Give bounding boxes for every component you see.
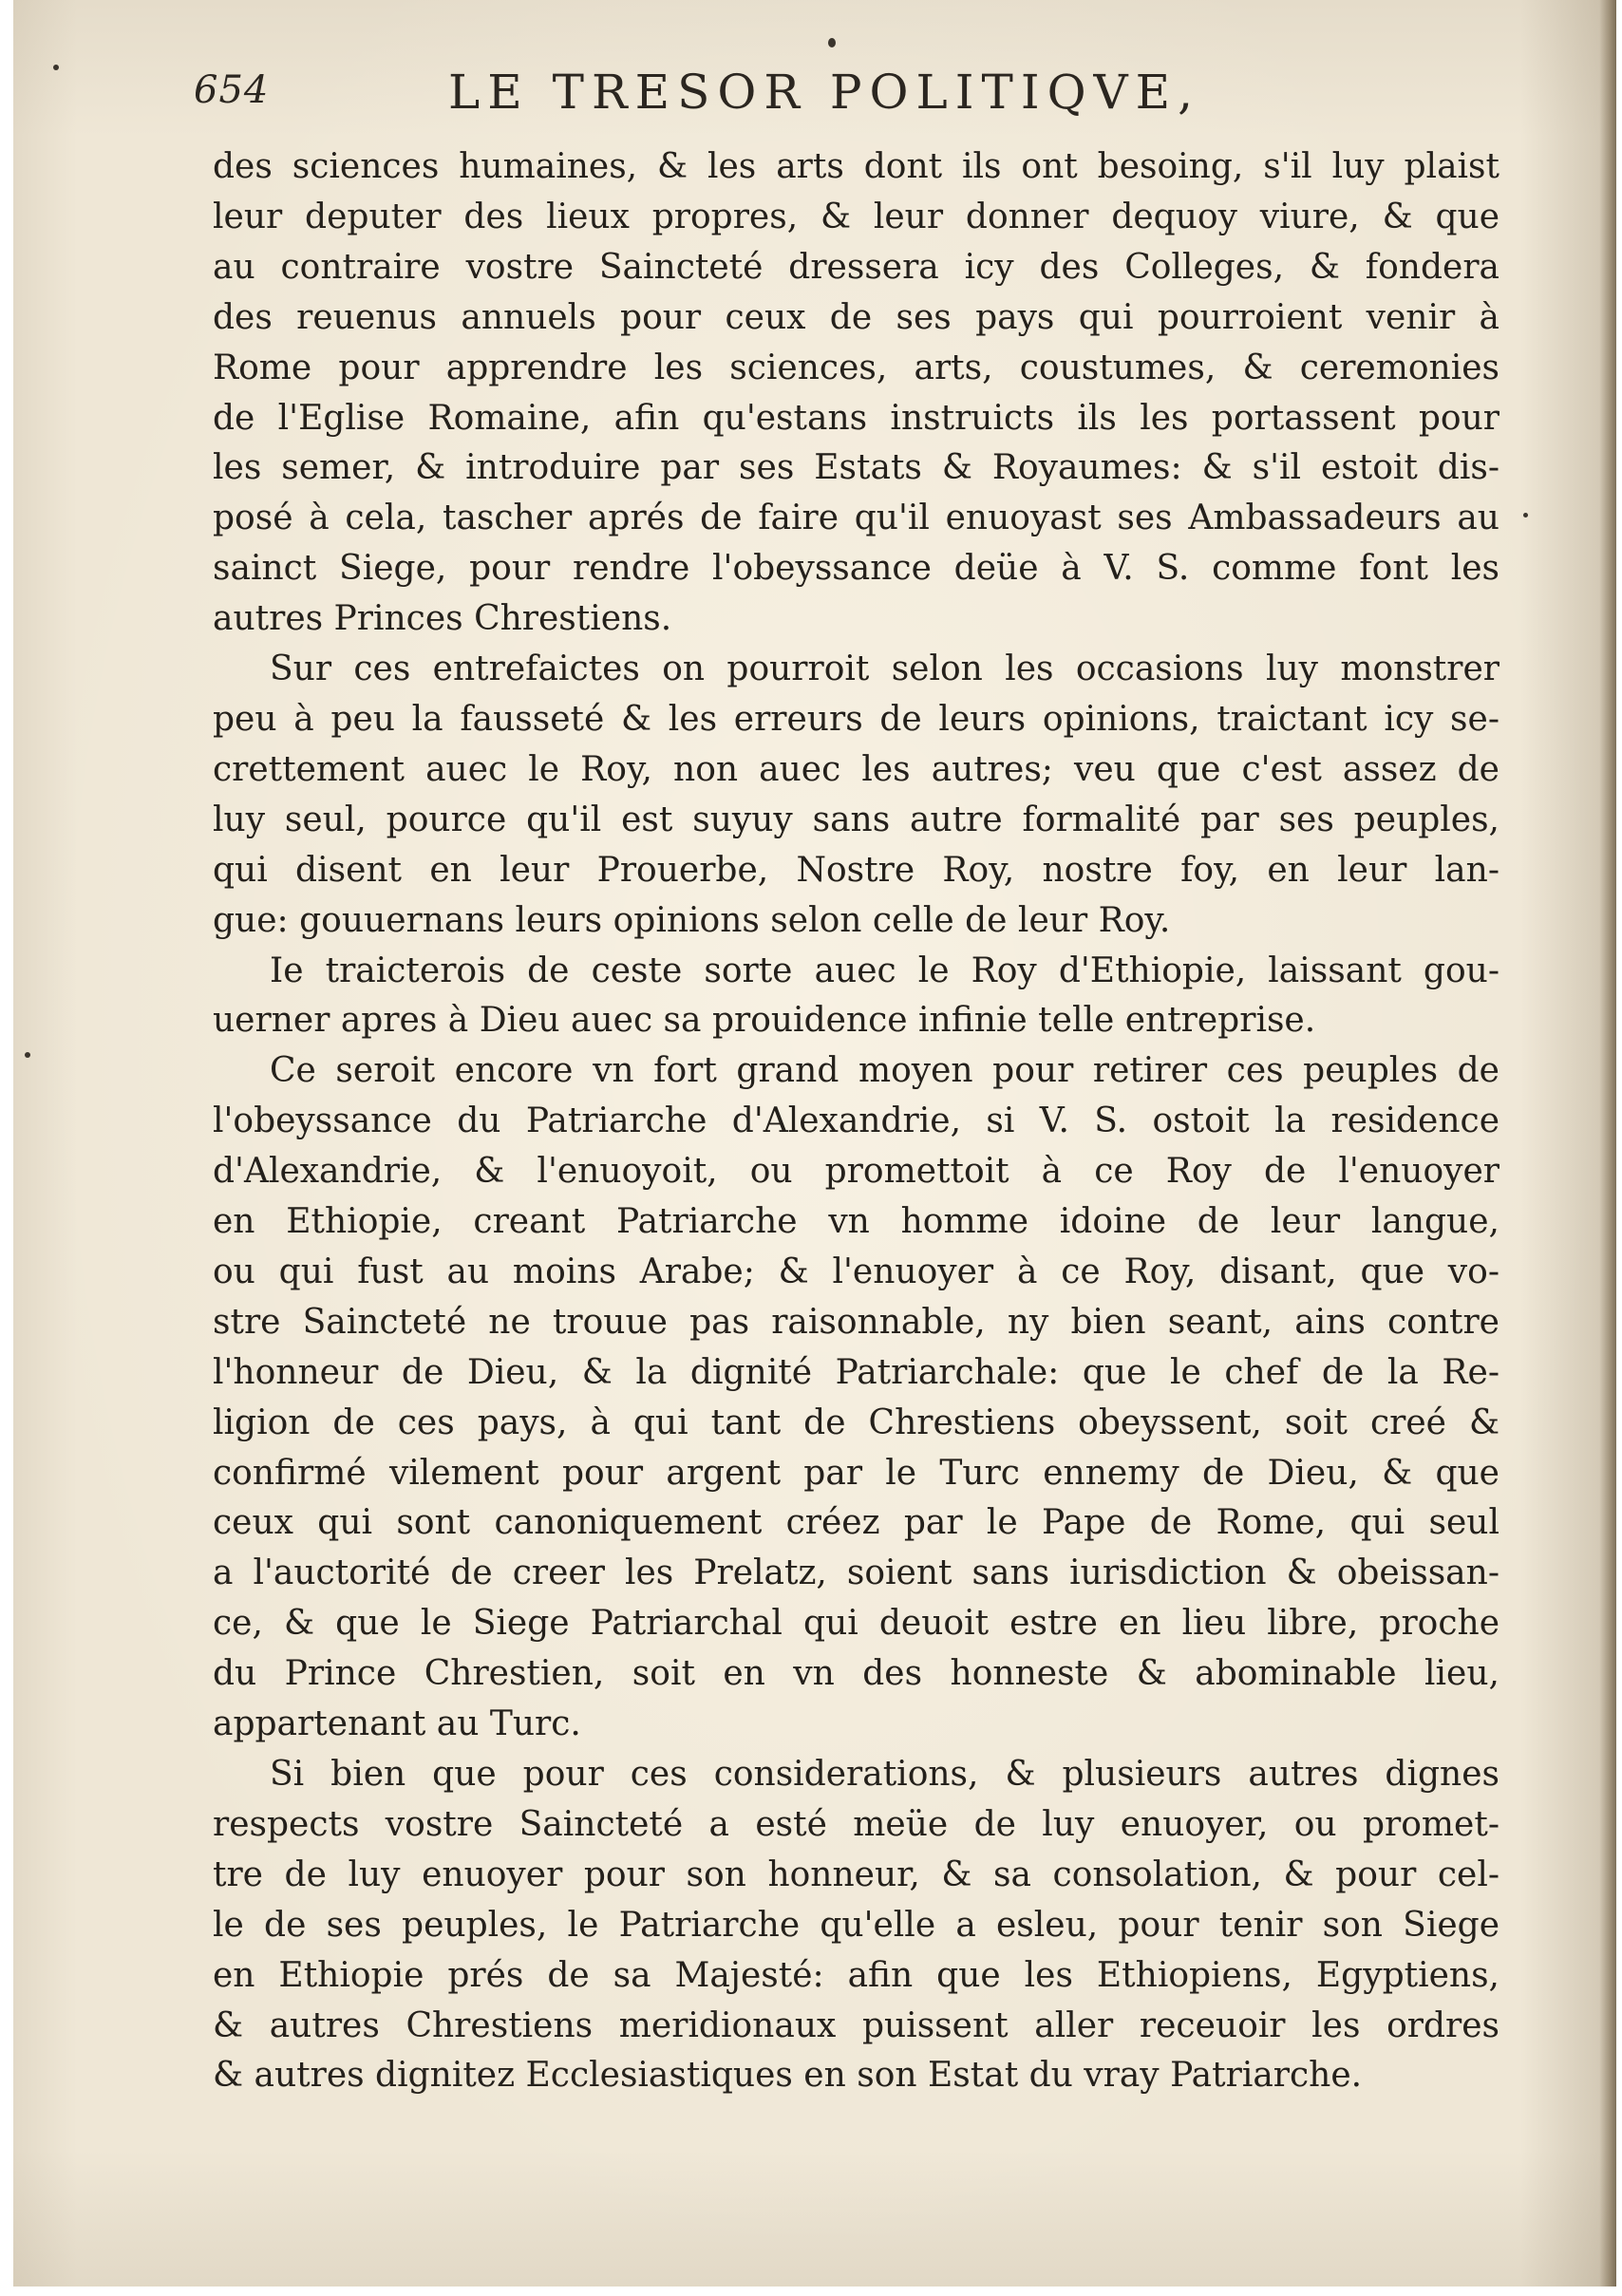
text-line: ceux qui sont canoniquement créez par le Pape de Rome, qui seul bbox=[213, 1503, 1499, 1543]
text-line: les semer, & introduire par ses Estats & Royaumes: & s'il estoit dis- bbox=[213, 448, 1499, 488]
ink-speck bbox=[53, 65, 59, 70]
text-line: l'honneur de Dieu, & la dignité Patriarchale: que le chef de la Re- bbox=[213, 1352, 1499, 1392]
text-line: ligion de ces pays, à qui tant de Chrestiens obeyssent, soit creé & bbox=[213, 1402, 1499, 1442]
paragraph bbox=[213, 947, 1499, 1047]
text-line: des sciences humaines, & les arts dont ils ont besoing, s'il luy plaist bbox=[213, 147, 1499, 186]
text-line: a l'auctorité de creer les Prelatz, soient sans iurisdiction & obeissan- bbox=[213, 1553, 1499, 1593]
running-head bbox=[194, 65, 1523, 131]
text-line: Sur ces entrefaictes on pourroit selon les occasions luy monstrer bbox=[270, 649, 1499, 689]
paragraph bbox=[213, 142, 1499, 645]
page-edge-shadow bbox=[1599, 0, 1616, 2287]
text-line: Rome pour apprendre les sciences, arts, coustumes, & ceremonies bbox=[213, 348, 1499, 387]
text-line: Ie traicterois de ceste sorte auec le Roy d'Ethiopie, laissant gou- bbox=[270, 950, 1499, 990]
text-line: posé à cela, tascher aprés de faire qu'il enuoyast ses Ambassadeurs au bbox=[213, 499, 1499, 538]
text-line: tre de luy enuoyer pour son honneur, & sa consolation, & pour cel- bbox=[213, 1854, 1499, 1894]
text-line: qui disent en leur Prouerbe, Nostre Roy, nostre foy, en leur lan- bbox=[213, 850, 1499, 890]
page-number: 654 bbox=[194, 68, 270, 112]
text-line: uerner apres à Dieu auec sa prouidence infinie telle entreprise. bbox=[213, 1001, 1316, 1041]
text-line: au contraire vostre Saincteté dressera icy des Colleges, & fondera bbox=[213, 247, 1499, 287]
text-line: du Prince Chrestien, soit en vn des honneste & abominable lieu, bbox=[213, 1654, 1499, 1694]
text-line: peu à peu la fausseté & les erreurs de leurs opinions, traictant icy se- bbox=[213, 699, 1499, 739]
text-line: ou qui fust au moins Arabe; & l'enuoyer à ce Roy, disant, que vo- bbox=[213, 1252, 1499, 1291]
text-line: & autres dignitez Ecclesiastiques en son Estat du vray Patriarche. bbox=[213, 2056, 1363, 2096]
text-line: sainct Siege, pour rendre l'obeyssance deüe à V. S. comme font les bbox=[213, 549, 1499, 589]
text-line: crettement auec le Roy, non auec les autres; veu que c'est assez de bbox=[213, 749, 1499, 789]
text-line: respects vostre Saincteté a esté meüe de luy enuoyer, ou promet- bbox=[213, 1804, 1499, 1844]
text-line: & autres Chrestiens meridionaux puissent aller receuoir les ordres bbox=[213, 2005, 1499, 2045]
ink-speck bbox=[1523, 513, 1528, 518]
text-line: ce, & que le Siege Patriarchal qui deuoit estre en lieu libre, proche bbox=[213, 1604, 1499, 1644]
ink-speck bbox=[828, 38, 836, 47]
text-line: appartenant au Turc. bbox=[213, 1704, 581, 1744]
text-line: Si bien que pour ces considerations, & plusieurs autres dignes bbox=[270, 1755, 1499, 1794]
paragraph bbox=[213, 645, 1499, 946]
text-line: leur deputer des lieux propres, & leur donner dequoy viure, & que bbox=[213, 197, 1499, 236]
body-text bbox=[213, 142, 1499, 2101]
text-line: le de ses peuples, le Patriarche qu'elle a esleu, pour tenir son Siege bbox=[213, 1905, 1499, 1945]
text-line: luy seul, pource qu'il est suyuy sans autre formalité par ses peuples, bbox=[213, 800, 1499, 839]
text-line: de l'Eglise Romaine, afin qu'estans instruicts ils les portassent pour bbox=[213, 398, 1499, 438]
paragraph bbox=[213, 1046, 1499, 1750]
book-page bbox=[13, 0, 1616, 2287]
text-line: Ce seroit encore vn fort grand moyen pour retirer ces peuples de bbox=[270, 1051, 1499, 1091]
running-title: LE TRESOR POLITIQVE, bbox=[448, 65, 1201, 120]
text-line: l'obeyssance du Patriarche d'Alexandrie, si V. S. ostoit la residence bbox=[213, 1101, 1499, 1141]
text-line: confirmé vilement pour argent par le Turc ennemy de Dieu, & que bbox=[213, 1453, 1499, 1493]
text-line: des reuenus annuels pour ceux de ses pays qui pourroient venir à bbox=[213, 297, 1499, 337]
text-line: stre Saincteté ne trouue pas raisonnable, ny bien seant, ains contre bbox=[213, 1302, 1499, 1342]
text-line: autres Princes Chrestiens. bbox=[213, 599, 672, 639]
ink-speck bbox=[25, 1052, 30, 1058]
text-line: en Ethiopie, creant Patriarche vn homme idoine de leur langue, bbox=[213, 1202, 1499, 1242]
paragraph bbox=[213, 1750, 1499, 2101]
text-line: d'Alexandrie, & l'enuoyoit, ou promettoit à ce Roy de l'enuoyer bbox=[213, 1152, 1499, 1192]
text-line: gue: gouuernans leurs opinions selon celle de leur Roy. bbox=[213, 900, 1171, 940]
text-line: en Ethiopie prés de sa Majesté: afin que les Ethiopiens, Egyptiens, bbox=[213, 1955, 1499, 1995]
